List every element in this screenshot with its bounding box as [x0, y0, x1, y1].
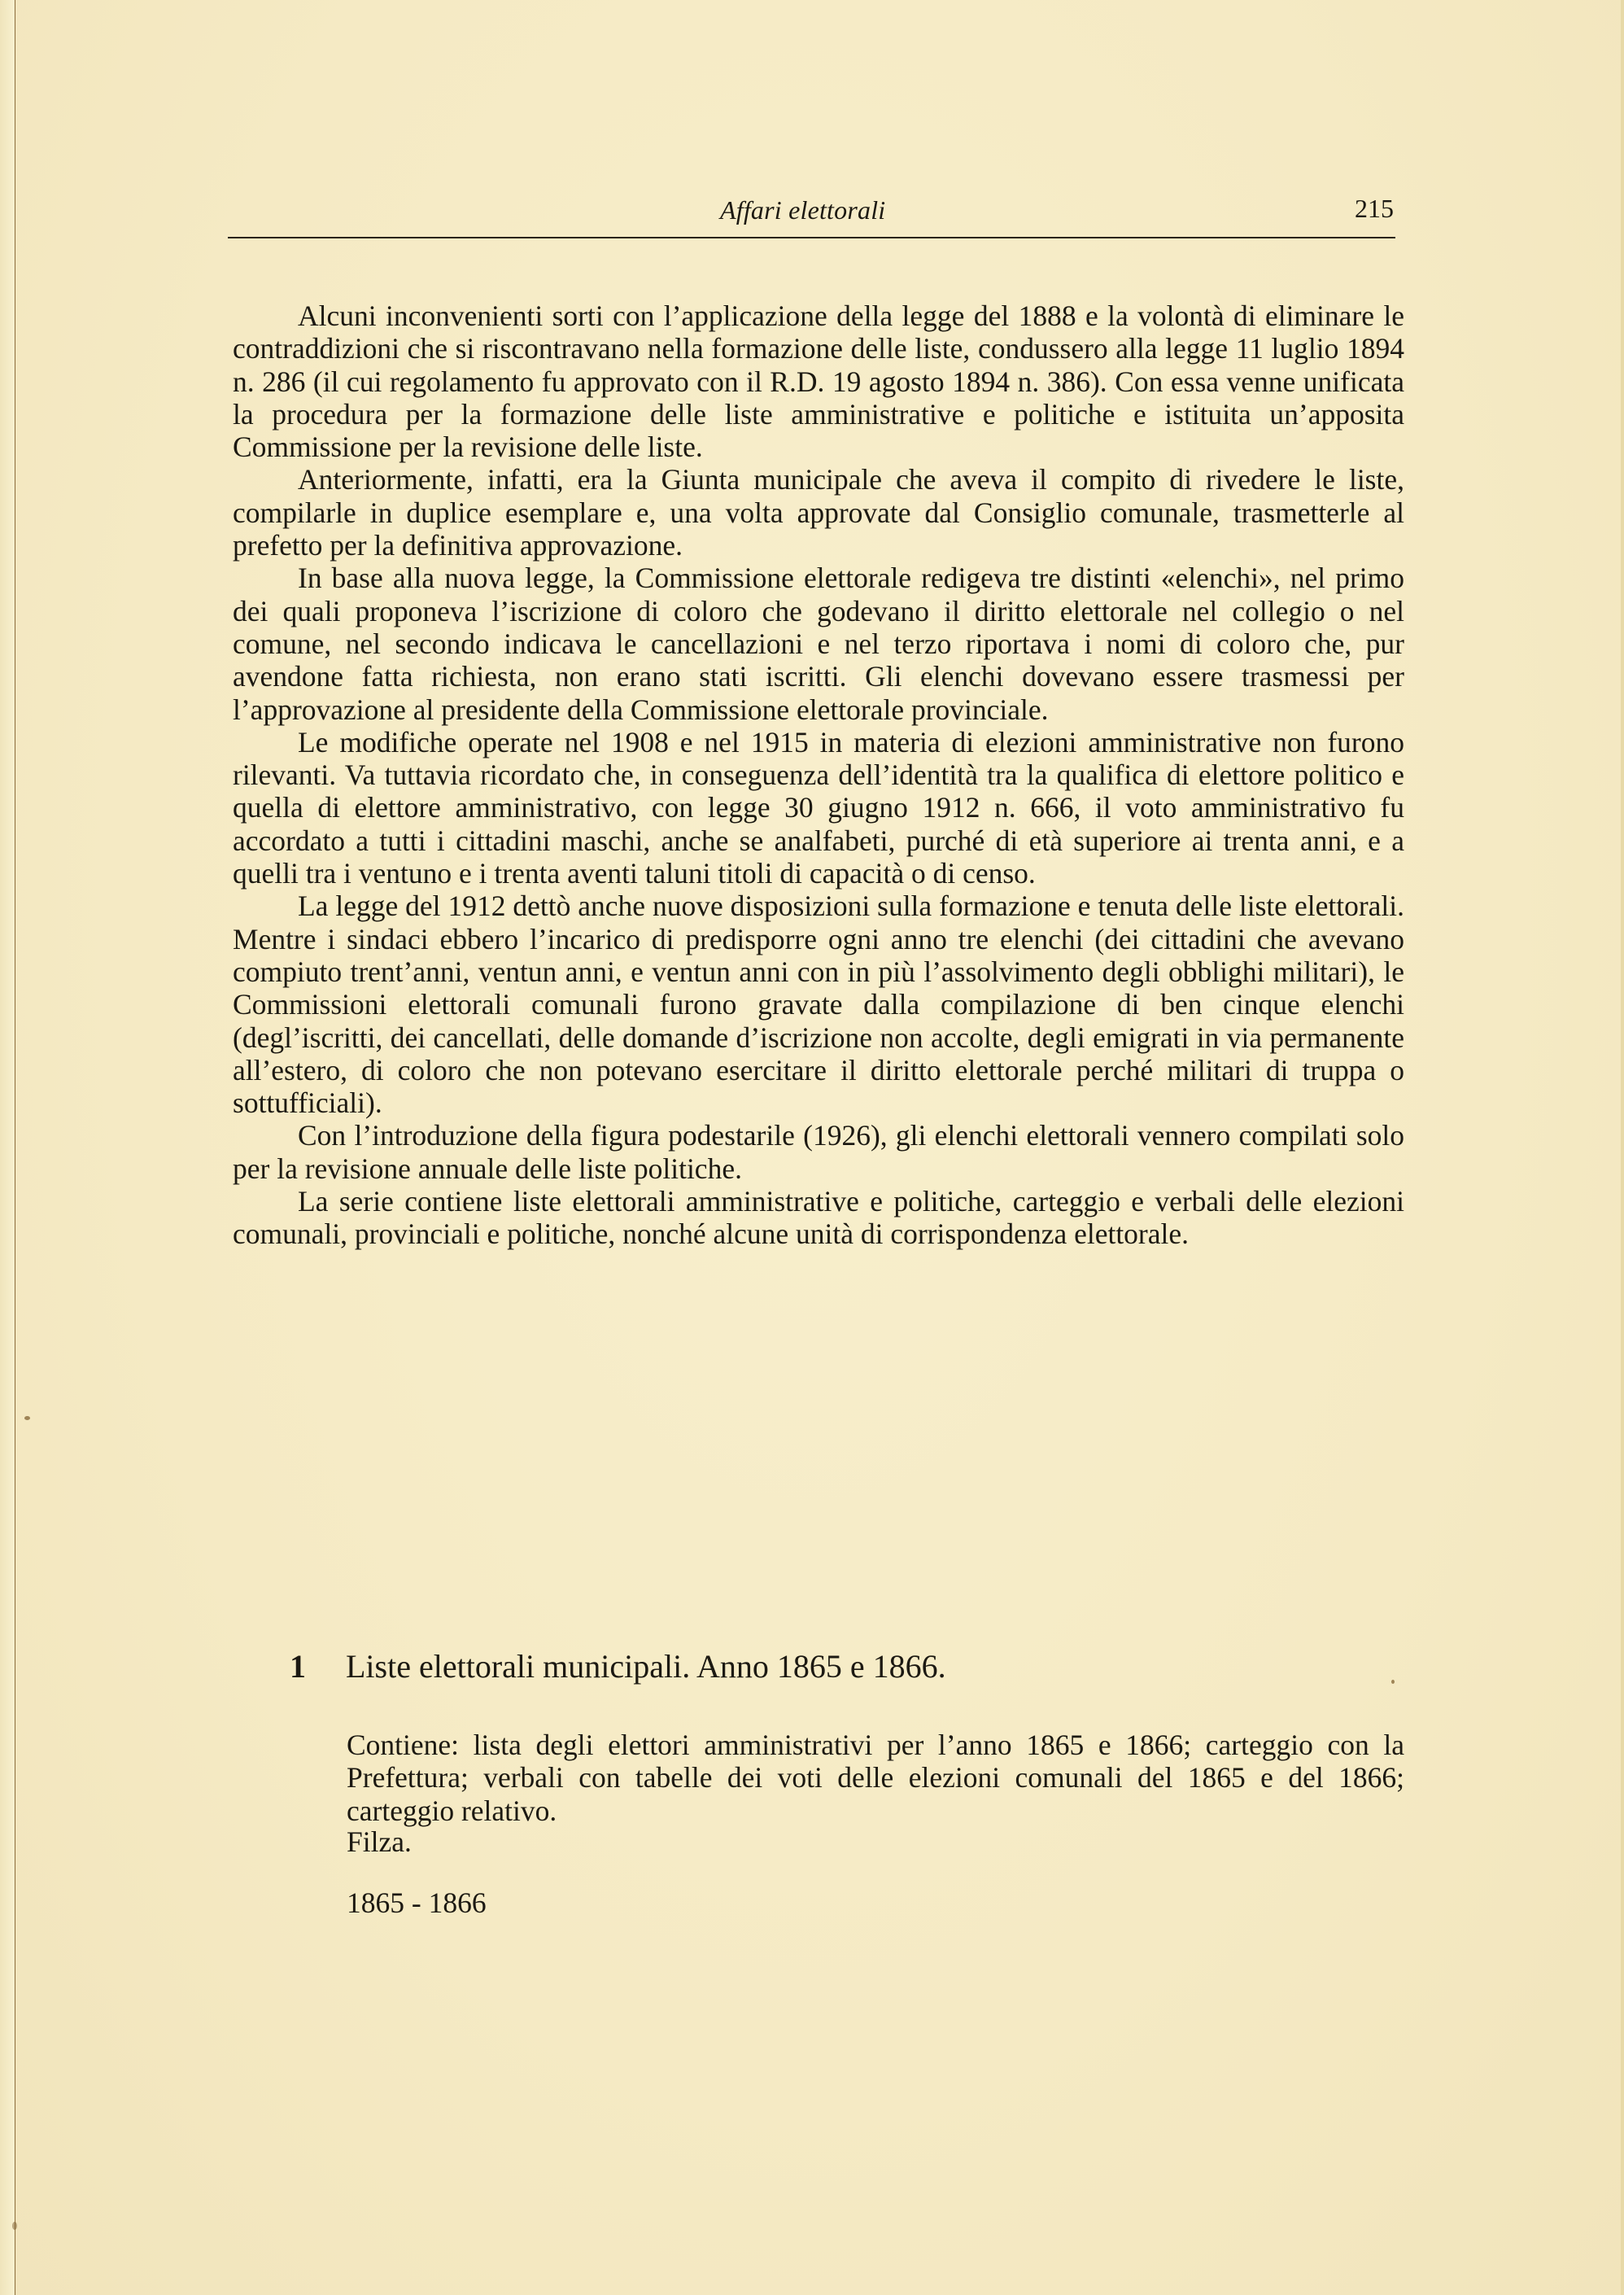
page-binding-edge [0, 0, 15, 2295]
paragraph: Alcuni inconvenienti sorti con l’applicazione della legge del 1888 e la volontà di eliminare le contraddizioni che si riscontravano nella formazione delle liste, condussero alla legge 11 luglio 1894 n. 286 (il cui regolamento fu approvato con il R.D. 19 agosto 1894 n. 386). Con essa venne unificata la procedura per la formazione delle liste amministrative e politiche e istituita un’apposita Commissione per la revisione delle liste. [233, 299, 1404, 464]
header-rule [228, 237, 1395, 238]
running-header [228, 192, 1395, 233]
page-right-edge [1621, 0, 1624, 2295]
entry-title: Liste elettorali municipali. Anno 1865 e 1866. [346, 1648, 946, 1685]
paper-speck [1391, 1680, 1395, 1684]
entry-description: Contiene: lista degli elettori amministrativi per l’anno 1865 e 1866; carteggio con la Prefettura; verbali con tabelle dei voti delle elezioni comunali del 1865 e del 1866; carteggio relativo. [347, 1729, 1404, 1827]
introduction-text [233, 299, 1404, 1251]
entry-number: 1 [290, 1648, 306, 1685]
entry-unit-type: Filza. [347, 1825, 412, 1858]
entry-dates: 1865 - 1866 [347, 1886, 487, 1919]
paragraph: Le modifiche operate nel 1908 e nel 1915 in materia di elezioni amministrative non furono rilevanti. Va tuttavia ricordato che, in conseguenza dell’identità tra la qualifica di elettore politico e quella di elettore amministrativo, con legge 30 giugno 1912 n. 666, il voto amministrativo fu accordato a tutti i cittadini maschi, anche se analfabeti, purché di età superiore ai trenta anni, e a quelli tra i ventuno e i trenta aventi taluni titoli di capacità o di censo. [233, 725, 1404, 890]
page-number: 215 [1355, 194, 1394, 223]
paragraph: Anteriormente, infatti, era la Giunta municipale che aveva il compito di rivedere le liste, compilarle in duplice esemplare e, una volta approvate dal Consiglio comunale, trasmetterle al prefetto per la definitiva approvazione. [233, 463, 1404, 562]
paragraph: Con l’introduzione della figura podestarile (1926), gli elenchi elettorali vennero compilati solo per la revisione annuale delle liste politiche. [233, 1119, 1404, 1185]
paragraph: La legge del 1912 dettò anche nuove disposizioni sulla formazione e tenuta delle liste elettorali. Mentre i sindaci ebbero l’incarico di predisporre ogni anno tre elenchi (dei cittadini che avevano compiuto trent’anni, ventun anni, e ventun anni con in più l’assolvimento degli obblighi militari), le Commissioni elettorali comunali furono gravate dalla compilazione di ben cinque elenchi (degl’iscritti, dei cancellati, delle domande d’iscrizione non accolte, degli emigrati in via permanente all’estero, di coloro che non potevano esercitare il diritto elettorale perché militari di truppa o sottufficiali). [233, 890, 1404, 1120]
paragraph: In base alla nuova legge, la Commissione elettorale redigeva tre distinti «elenchi», nel primo dei quali proponeva l’iscrizione di coloro che godevano il diritto elettorale nel collegio o nel comune, nel secondo indicava le cancellazioni e nel terzo riportava i nomi di coloro che, pur avendone fatta richiesta, non erano stati iscritti. Gli elenchi dovevano essere trasmessi per l’approvazione al presidente della Commissione elettorale provinciale. [233, 562, 1404, 726]
running-head-title: Affari elettorali [720, 195, 886, 225]
paper-speck [12, 2222, 17, 2230]
paper-speck [24, 1416, 30, 1420]
paragraph: La serie contiene liste elettorali amministrative e politiche, carteggio e verbali delle elezioni comunali, provinciali e politiche, nonché alcune unità di corrispondenza elettorale. [233, 1185, 1404, 1251]
